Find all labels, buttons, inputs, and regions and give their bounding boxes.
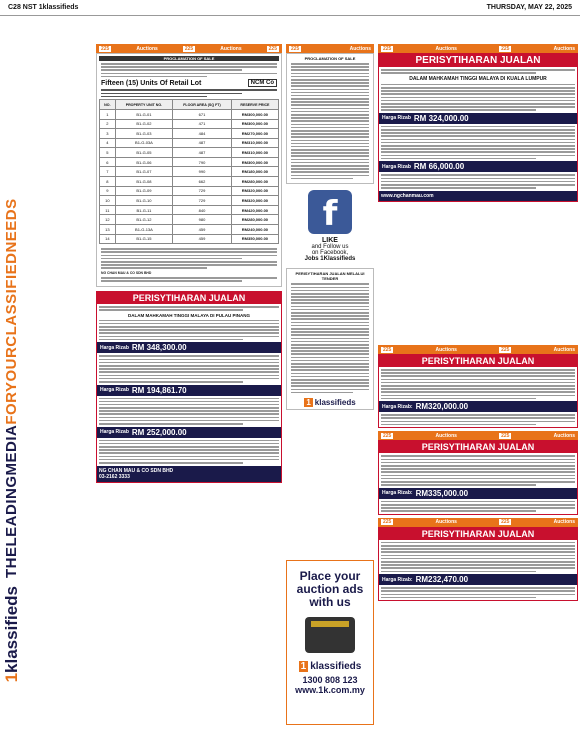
table-cell: 662 bbox=[173, 177, 232, 187]
table-cell: RM320,000.00 bbox=[231, 196, 278, 206]
section-bar: 225 Auctions 225 Auctions bbox=[378, 345, 578, 354]
proclamation-title-2: PROCLAMATION OF SALE bbox=[304, 56, 356, 61]
table-cell: B1-G-15 bbox=[115, 234, 172, 244]
section-bar: 225 Auctions 225 Auctions bbox=[378, 44, 578, 53]
tender-block: PERISYTIHARAN JUALAN MELALUI TENDER 1 klassifieds bbox=[286, 268, 374, 410]
klassifieds-logo: 1 klassifieds bbox=[306, 398, 356, 408]
table-cell: 484 bbox=[173, 129, 232, 139]
ncm-logo: NCM Co bbox=[248, 79, 277, 87]
column-3 bbox=[378, 44, 578, 202]
table-cell: 10 bbox=[100, 196, 116, 206]
section-bar: 225 Auctions 225 Auctions bbox=[378, 518, 578, 527]
section-bar: 225 Auctions 225 Auctions 225 bbox=[96, 44, 282, 53]
table-cell: RM300,000.00 bbox=[231, 157, 278, 167]
penang-title: PERISYTIHARAN JUALAN bbox=[97, 292, 281, 304]
penang-sale-block bbox=[96, 291, 282, 483]
book-gavel-icon bbox=[305, 617, 355, 653]
kl-website[interactable]: www.ngchanmau.com bbox=[379, 191, 577, 201]
table-cell: RM420,000.00 bbox=[231, 205, 278, 215]
table-header: RESERVE PRICE bbox=[231, 100, 278, 110]
proclamation-title: PROCLAMATION OF SALE bbox=[99, 56, 279, 61]
table-row bbox=[100, 205, 279, 215]
listing-price: Harga Rizab: RM335,000.00 bbox=[379, 488, 577, 499]
auction-title: Fifteen (15) Units Of Retail Lot bbox=[101, 79, 202, 87]
sidebar-logo: 1klassifieds bbox=[2, 586, 21, 683]
listing-title: PERISYTIHARAN JUALAN bbox=[379, 355, 577, 367]
table-cell: RM300,000.00 bbox=[231, 109, 278, 119]
table-cell: B1-G-07 bbox=[115, 167, 172, 177]
reserve-price-1: Harga Rizab RM 348,300.00 bbox=[97, 342, 281, 353]
table-cell: RM310,000.00 bbox=[231, 138, 278, 148]
table-cell: 471 bbox=[173, 119, 232, 129]
facebook-ad: f LIKE and Follow us on Facebook, Jobs 1Klassifieds bbox=[286, 190, 374, 262]
table-cell: 8 bbox=[100, 177, 116, 187]
table-cell: B1-G-02 bbox=[115, 119, 172, 129]
footer-contact: NG CHAN MAU & CO SDN BHD 03-2162 3333 bbox=[97, 466, 281, 482]
section-bar: 225 Auctions 225 Auctions bbox=[378, 431, 578, 440]
table-cell: 3 bbox=[100, 129, 116, 139]
penang-court: DALAM MAHKAMAH TINGGI MALAYA DI PULAU PINANG bbox=[128, 312, 250, 318]
table-cell: 13 bbox=[100, 225, 116, 235]
table-cell: 1 bbox=[100, 109, 116, 119]
table-header: FLOOR AREA (SQ FT) bbox=[173, 100, 232, 110]
table-cell: 9 bbox=[100, 186, 116, 196]
table-row bbox=[100, 129, 279, 139]
kl-price-2: Harga Rizab RM 66,000.00 bbox=[379, 161, 577, 172]
table-cell: 459 bbox=[173, 234, 232, 244]
table-cell: B1-G-08 bbox=[115, 177, 172, 187]
column-4 bbox=[378, 345, 578, 604]
table-cell: RM300,000.00 bbox=[231, 119, 278, 129]
ad-website[interactable]: www.1k.com.my bbox=[295, 685, 365, 695]
reserve-price-3: Harga Rizab RM 252,000.00 bbox=[97, 427, 281, 438]
table-row bbox=[100, 225, 279, 235]
facebook-icon[interactable]: f bbox=[308, 190, 352, 234]
table-row bbox=[100, 148, 279, 158]
table-row bbox=[100, 138, 279, 148]
property-table bbox=[99, 99, 279, 244]
table-cell: 790 bbox=[173, 157, 232, 167]
table-cell: B1-G-09 bbox=[115, 186, 172, 196]
table-cell: 2 bbox=[100, 119, 116, 129]
place-ad-box: Place your auction ads with us 1 klassifieds 1300 808 123 www.1k.com.my bbox=[286, 560, 374, 725]
kl-sale-block: PERISYTIHARAN JUALAN DALAM MAHKAMAH TINGGI MALAYA DI KUALA LUMPUR Harga Rizab RM 324,000.00 Harga Rizab RM 66,000.00 www.ngchanmau.com bbox=[378, 53, 578, 202]
column-2 bbox=[286, 44, 374, 410]
sale-listing bbox=[378, 518, 578, 601]
listing-title: PERISYTIHARAN JUALAN bbox=[379, 441, 577, 453]
section-bar: 225 Auctions bbox=[286, 44, 374, 53]
proclamation-block-2 bbox=[286, 53, 374, 184]
table-cell: 4 bbox=[100, 138, 116, 148]
table-cell: B1-G-12 bbox=[115, 215, 172, 225]
table-cell: 7 bbox=[100, 167, 116, 177]
table-cell: RM350,000.00 bbox=[231, 234, 278, 244]
table-cell: B1-G-13A bbox=[115, 225, 172, 235]
table-row bbox=[100, 196, 279, 206]
column-1 bbox=[96, 44, 282, 483]
table-row bbox=[100, 109, 279, 119]
table-cell: B1-G-01 bbox=[115, 109, 172, 119]
table-row bbox=[100, 215, 279, 225]
sale-listing bbox=[378, 345, 578, 428]
table-cell: B1-G-03A bbox=[115, 138, 172, 148]
table-row bbox=[100, 177, 279, 187]
table-cell: 990 bbox=[173, 167, 232, 177]
reserve-price-2: Harga Rizab RM 194,861.70 bbox=[97, 385, 281, 396]
listing-price: Harga Rizab: RM232,470.00 bbox=[379, 574, 577, 585]
table-cell: B1-G-05 bbox=[115, 148, 172, 158]
sidebar-slogan: THELEADINGMEDIAFORYOURCLASSIFIEDNEEDS bbox=[3, 198, 20, 578]
sale-listing bbox=[378, 431, 578, 514]
table-cell: 671 bbox=[173, 109, 232, 119]
listing-title: PERISYTIHARAN JUALAN bbox=[379, 528, 577, 540]
page-header bbox=[0, 0, 580, 16]
table-cell: 487 bbox=[173, 138, 232, 148]
table-cell: RM320,000.00 bbox=[231, 186, 278, 196]
left-sidebar bbox=[2, 18, 22, 728]
table-cell: B1-G-06 bbox=[115, 157, 172, 167]
page-date: THURSDAY, MAY 22, 2025 bbox=[486, 4, 572, 11]
page-section-label: C28 NST 1klassifieds bbox=[8, 4, 79, 11]
table-cell: 5 bbox=[100, 148, 116, 158]
table-cell: RM270,000.00 bbox=[231, 129, 278, 139]
table-cell: 14 bbox=[100, 234, 116, 244]
table-row bbox=[100, 119, 279, 129]
table-cell: 729 bbox=[173, 186, 232, 196]
table-cell: 459 bbox=[173, 225, 232, 235]
table-cell: RM240,000.00 bbox=[231, 225, 278, 235]
table-cell: 729 bbox=[173, 196, 232, 206]
listing-price: Harga Rizab: RM320,000.00 bbox=[379, 401, 577, 412]
table-cell: RM180,000.00 bbox=[231, 167, 278, 177]
table-row bbox=[100, 157, 279, 167]
proclamation-block bbox=[96, 53, 282, 287]
table-cell: 840 bbox=[173, 205, 232, 215]
table-cell: B1-G-10 bbox=[115, 196, 172, 206]
table-row bbox=[100, 234, 279, 244]
table-cell: B1-G-03 bbox=[115, 129, 172, 139]
table-cell: 980 bbox=[173, 215, 232, 225]
table-row bbox=[100, 186, 279, 196]
auctioneer-name: NG CHAN MAU & CO SDN BHD bbox=[101, 270, 152, 275]
table-cell: 487 bbox=[173, 148, 232, 158]
table-row bbox=[100, 167, 279, 177]
table-cell: RM280,000.00 bbox=[231, 177, 278, 187]
table-header: NO. bbox=[100, 100, 116, 110]
klassifieds-logo: 1 klassifieds bbox=[300, 661, 362, 672]
table-header: PROPERTY UNIT NO. bbox=[115, 100, 172, 110]
kl-price-1: Harga Rizab RM 324,000.00 bbox=[379, 113, 577, 124]
table-cell: RM280,000.00 bbox=[231, 215, 278, 225]
table-cell: 11 bbox=[100, 205, 116, 215]
table-cell: 12 bbox=[100, 215, 116, 225]
table-cell: RM310,000.00 bbox=[231, 148, 278, 158]
ad-phone[interactable]: 1300 808 123 bbox=[302, 675, 358, 685]
table-cell: 6 bbox=[100, 157, 116, 167]
table-cell: B1-G-11 bbox=[115, 205, 172, 215]
